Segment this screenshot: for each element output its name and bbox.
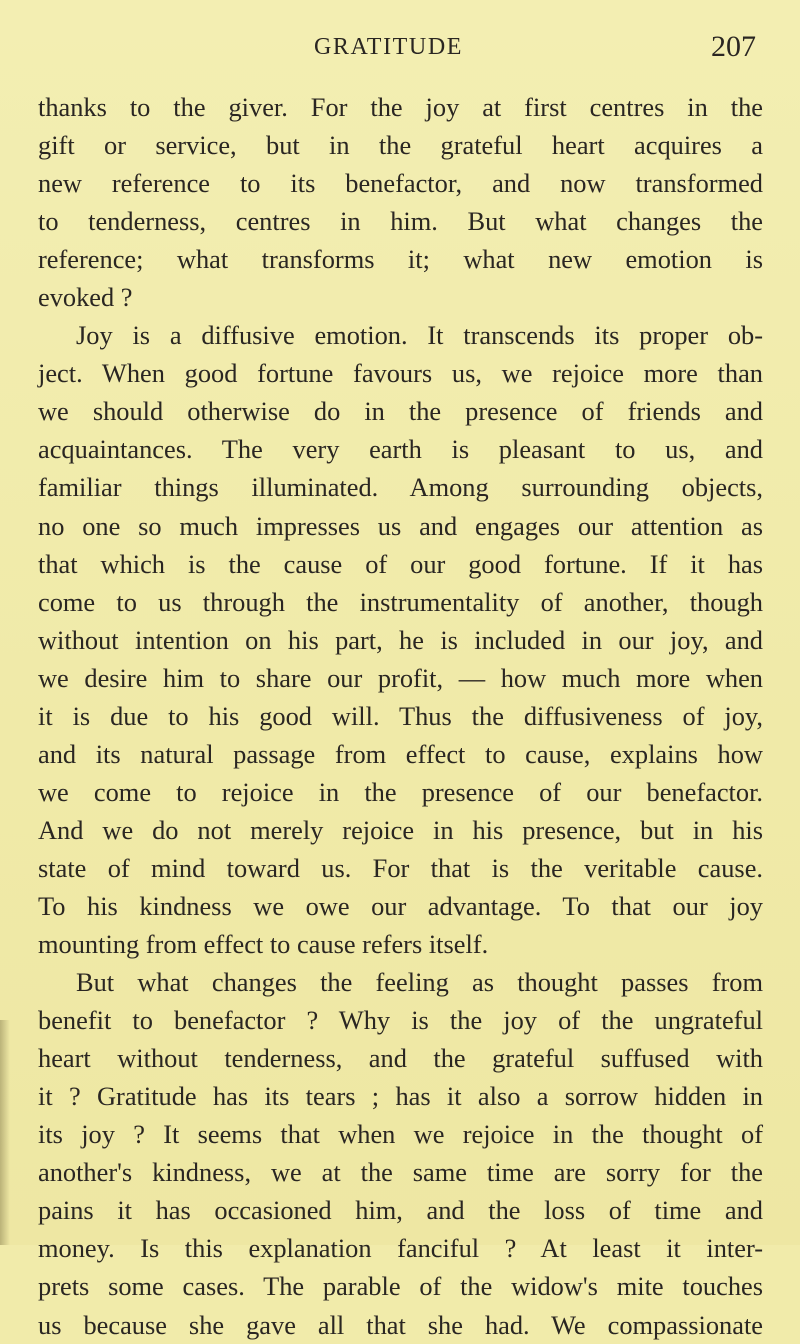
paragraph-start-line: Joy is a diffusive emotion. It transcends its proper ob- [76,320,763,351]
page-number: 207 [711,30,756,63]
text-line: it is due to his good will. Thus the diffusiveness of joy, [38,700,763,731]
running-title: GRATITUDE [314,34,464,60]
text-line: it ? Gratitude has its tears ; has it also a sorrow hidden in [38,1081,763,1112]
text-line: ject. When good fortune favours us, we rejoice more than [38,358,763,389]
text-line: no one so much impresses us and engages our attention as [38,510,763,541]
text-line: that which is the cause of our good fortune. If it has [38,548,763,579]
text-line: thanks to the giver. For the joy at first centres in the [38,92,763,122]
page-edge-shadow [0,1020,10,1245]
running-head [0,28,800,68]
text-line: state of mind toward us. For that is the veritable cause. [38,852,763,883]
text-line: its joy ? It seems that when we rejoice in the thought of [38,1119,763,1150]
text-line: without intention on his part, he is included in our joy, and [38,624,763,655]
text-line: gift or service, but in the grateful heart acquires a [38,130,763,161]
text-line: pains it has occasioned him, and the loss of time and [38,1195,763,1226]
text-line: and its natural passage from effect to cause, explains how [38,738,763,769]
text-line: And we do not merely rejoice in his presence, but in his [38,814,763,845]
text-line: familiar things illuminated. Among surrounding objects, [38,472,763,503]
text-line: prets some cases. The parable of the widow's mite touches [38,1271,763,1302]
text-line: heart without tenderness, and the grateful suffused with [38,1043,763,1074]
text-line: To his kindness we owe our advantage. To that our joy [38,890,763,921]
paragraph-start-line: But what changes the feeling as thought passes from [76,967,763,998]
text-line: reference; what transforms it; what new emotion is [38,244,763,275]
text-line: another's kindness, we at the same time are sorry for the [38,1157,763,1188]
text-line: us because she gave all that she had. We compassionate [38,1309,763,1340]
text-line: benefit to benefactor ? Why is the joy of the ungrateful [38,1005,763,1036]
text-line: evoked ? [38,282,133,313]
text-line: money. Is this explanation fanciful ? At least it inter- [38,1233,763,1264]
text-line: acquaintances. The very earth is pleasant to us, and [38,434,763,465]
body-text [38,88,763,1344]
text-line: we desire him to share our profit, — how much more when [38,662,763,693]
text-line: we should otherwise do in the presence of friends and [38,396,763,427]
text-line: we come to rejoice in the presence of our benefactor. [38,776,763,807]
text-line: come to us through the instrumentality of another, though [38,586,763,617]
text-line: new reference to its benefactor, and now transformed [38,168,763,199]
text-line: mounting from effect to cause refers itself. [38,929,489,960]
text-line: to tenderness, centres in him. But what changes the [38,206,763,237]
